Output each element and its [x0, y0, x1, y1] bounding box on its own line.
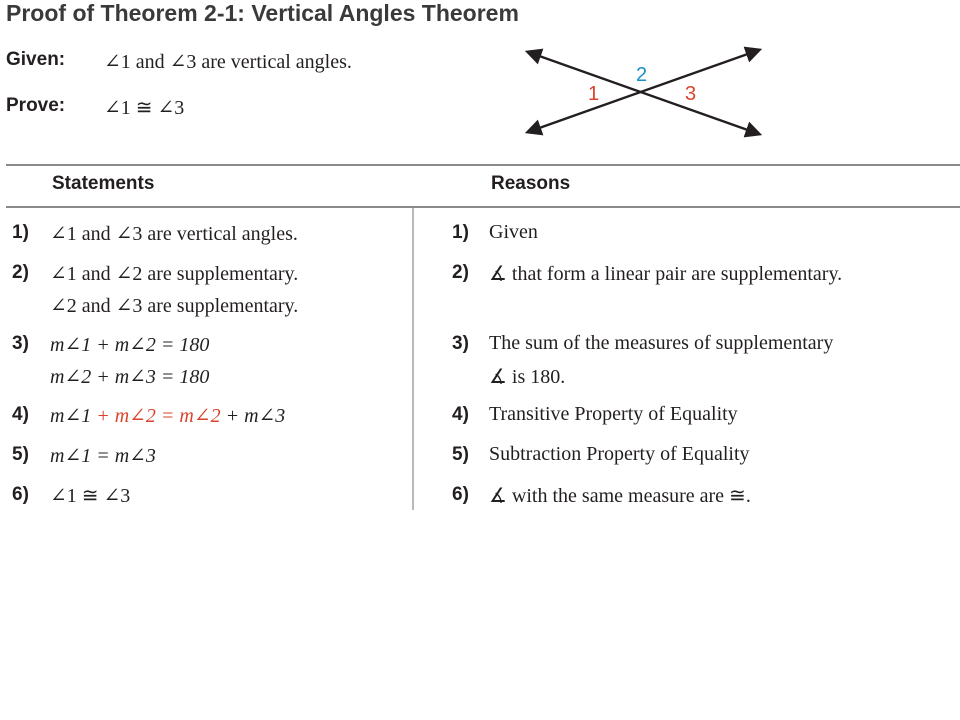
- statement-number: 4): [12, 404, 29, 425]
- statement-line: ∠1 and ∠3 are vertical angles.: [50, 223, 298, 245]
- reasons-header: Reasons: [491, 173, 571, 194]
- reason-number: 2): [452, 262, 469, 283]
- line-b: [528, 50, 759, 132]
- reason-line: The sum of the measures of supplementary: [489, 332, 834, 354]
- reason-number: 6): [452, 484, 469, 505]
- statement-number: 3): [12, 333, 29, 354]
- statement-part-highlighted: + m∠2 = m∠2: [91, 405, 221, 427]
- vertical-angles-diagram: [516, 42, 766, 142]
- column-divider: [412, 208, 414, 510]
- statement-line: ∠2 and ∠3 are supplementary.: [50, 295, 299, 317]
- reason-line: Given: [489, 221, 538, 243]
- statement-line: [50, 403, 285, 428]
- statement-line: m∠1 = m∠3: [50, 445, 156, 467]
- prove-label: Prove:: [6, 95, 66, 116]
- statement-number: 5): [12, 444, 29, 465]
- angle-label-3: 3: [685, 83, 697, 105]
- statement-line: m∠1 + m∠2 = 180: [50, 334, 210, 356]
- proof-title: Proof of Theorem 2-1: Vertical Angles Theorem: [6, 0, 519, 26]
- given-label: Given:: [6, 49, 66, 70]
- reason-number: 1): [452, 222, 469, 243]
- angle-label-2: 2: [636, 64, 648, 86]
- reason-number: 4): [452, 404, 469, 425]
- statements-header: Statements: [52, 173, 155, 194]
- statement-part: + m∠3: [220, 405, 286, 427]
- statement-number: 2): [12, 262, 29, 283]
- reason-line: ∡ is 180.: [489, 366, 566, 388]
- reason-line: Subtraction Property of Equality: [489, 443, 750, 465]
- reason-line: ∡ that form a linear pair are supplementary.: [489, 263, 843, 285]
- header-bottom-rule: [6, 206, 960, 208]
- reason-line: ∡ with the same measure are ≅.: [489, 485, 751, 507]
- header-top-rule: [6, 164, 960, 166]
- statement-number: 1): [12, 222, 29, 243]
- statement-line: ∠1 and ∠2 are supplementary.: [50, 263, 299, 285]
- angle-label-1: 1: [588, 83, 600, 105]
- reason-number: 3): [452, 333, 469, 354]
- statement-part: m∠1: [50, 405, 92, 427]
- statement-line: m∠2 + m∠3 = 180: [50, 366, 210, 388]
- statement-number: 6): [12, 484, 29, 505]
- given-statement: ∠1 and ∠3 are vertical angles.: [104, 51, 352, 73]
- prove-statement: ∠1 ≅ ∠3: [104, 97, 185, 119]
- reason-number: 5): [452, 444, 469, 465]
- statement-line: ∠1 ≅ ∠3: [50, 485, 131, 507]
- reason-line: Transitive Property of Equality: [489, 403, 738, 425]
